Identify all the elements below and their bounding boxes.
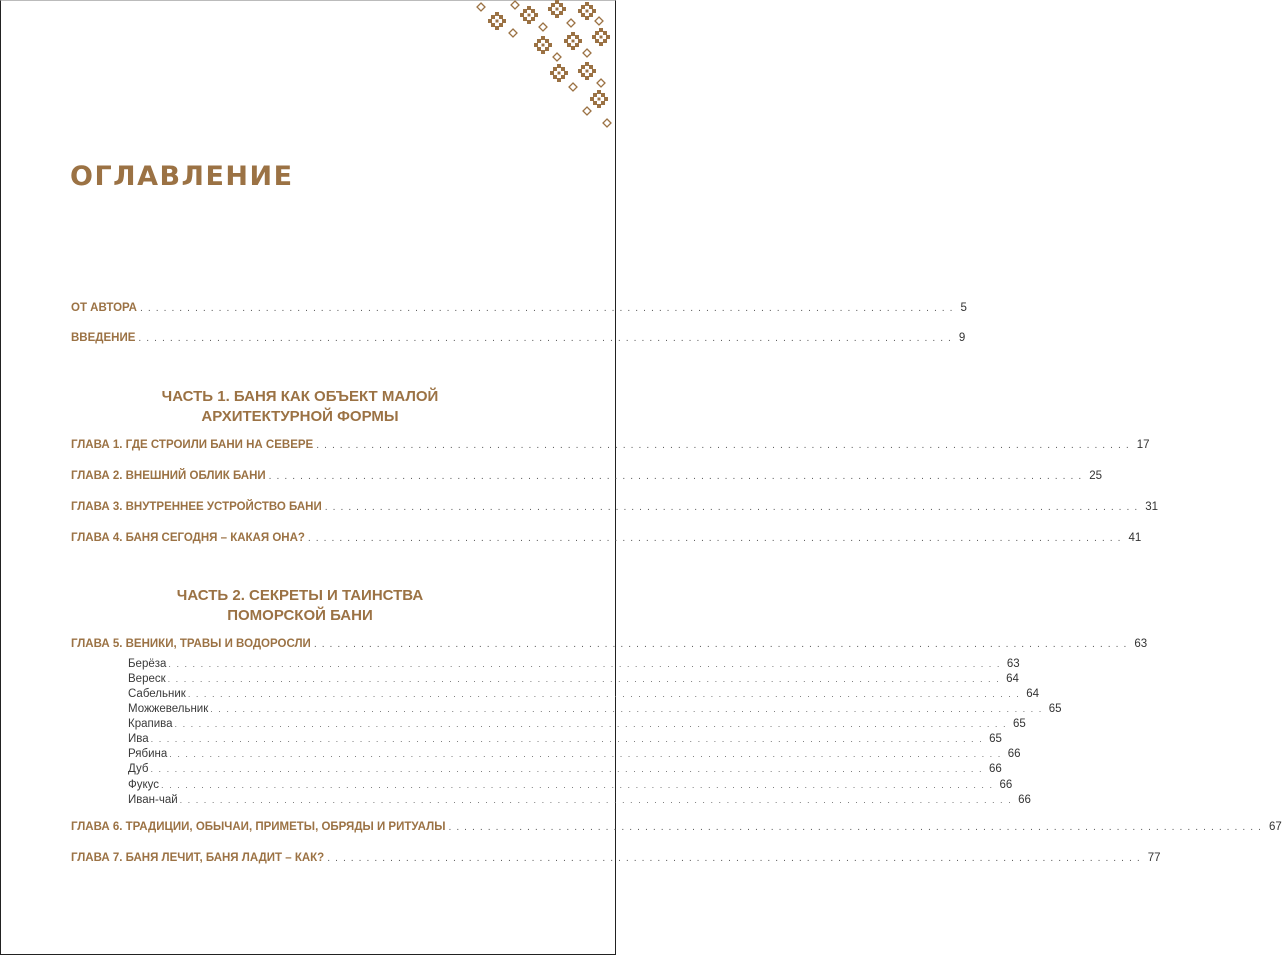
toc-label: ВВЕДЕНИЕ [71, 332, 136, 344]
toc-sublabel: Берёза [128, 658, 167, 670]
toc-page-number: 66 [1007, 748, 1021, 760]
part-heading-line: ЧАСТЬ 2. СЕКРЕТЫ И ТАИНСТВА [176, 587, 424, 604]
toc-page-number: 25 [1089, 470, 1102, 482]
dot-leader: ........................................................................................................ [316, 441, 1134, 451]
dot-leader: ........................................................................................................ [169, 750, 1006, 759]
toc-page-number: 77 [1147, 852, 1161, 864]
toc-page-number: 5 [960, 302, 967, 314]
toc-page-number: 17 [1136, 439, 1150, 451]
toc-subentry[interactable] [128, 733, 1002, 745]
toc-page-number: 63 [1134, 638, 1148, 650]
toc-sublabel: Вереск [128, 673, 166, 685]
toc-subentry[interactable] [128, 779, 1013, 791]
part-heading-line: ЧАСТЬ 1. БАНЯ КАК ОБЪЕКТ МАЛОЙ [161, 388, 439, 405]
toc-entry-introduction[interactable] [71, 332, 966, 344]
toc-entry-from-author[interactable] [71, 302, 967, 314]
toc-sublabel: Сабельник [128, 688, 186, 700]
dot-leader: ........................................................................................................ [179, 796, 1017, 805]
toc-label: ГЛАВА 1. ГДЕ СТРОИЛИ БАНИ НА СЕВЕРЕ [71, 439, 314, 451]
toc-sublabel: Иван-чай [128, 794, 178, 806]
part-1-heading [71, 387, 529, 427]
toc-entry-chapter-2[interactable] [71, 470, 1102, 482]
toc-subentry[interactable] [128, 794, 1031, 806]
dot-leader: ........................................................................................................ [327, 854, 1145, 864]
dot-leader: ........................................................................................................ [168, 660, 1005, 669]
dot-leader: ........................................................................................................ [174, 720, 1011, 729]
toc-entry-chapter-5[interactable] [71, 638, 1148, 650]
toc-subentry[interactable] [128, 748, 1021, 760]
toc-entry-chapter-6[interactable] [71, 821, 1282, 833]
toc-label: ГЛАВА 7. БАНЯ ЛЕЧИТ, БАНЯ ЛАДИТ – КАК? [71, 852, 325, 864]
toc-label: ГЛАВА 6. ТРАДИЦИИ, ОБЫЧАИ, ПРИМЕТЫ, ОБРЯДЫ И РИТУАЛЫ [71, 821, 446, 833]
toc-page-number: 63 [1006, 658, 1020, 670]
toc-page-number: 64 [1026, 688, 1040, 700]
dot-leader: ........................................................................................................ [210, 705, 1047, 714]
dot-leader: ........................................................................................................ [150, 765, 987, 774]
toc-entry-chapter-7[interactable] [71, 852, 1161, 864]
dot-leader: ........................................................................................................ [161, 781, 998, 790]
part-2-heading [71, 586, 529, 626]
toc-sublabel: Можжевельник [128, 703, 209, 715]
dot-leader: ........................................................................................................ [167, 675, 1005, 684]
toc-sublabel: Фукус [128, 779, 160, 791]
toc-subentry[interactable] [128, 703, 1062, 715]
toc-page-number: 9 [958, 332, 966, 344]
page-title: ОГЛАВЛЕНИЕ [70, 161, 294, 192]
toc-page-number: 65 [1013, 718, 1026, 730]
dot-leader: ........................................................................................................ [448, 823, 1266, 833]
part-heading-line: ПОМОРСКОЙ БАНИ [227, 607, 373, 624]
dot-leader: ........................................................................................................ [140, 304, 958, 314]
toc-label: ГЛАВА 5. ВЕНИКИ, ТРАВЫ И ВОДОРОСЛИ [71, 638, 311, 650]
toc-page-number: 65 [989, 733, 1002, 745]
dot-leader: ........................................................................................................ [268, 472, 1087, 482]
toc-page-number: 66 [999, 779, 1013, 791]
toc-subentry[interactable] [128, 688, 1040, 700]
part-heading-line: АРХИТЕКТУРНОЙ ФОРМЫ [201, 408, 399, 425]
toc-entry-chapter-1[interactable] [71, 439, 1150, 451]
embroidery-ornament-icon [475, 1, 615, 141]
toc-page-number: 65 [1048, 703, 1062, 715]
toc-label: ГЛАВА 3. ВНУТРЕННЕЕ УСТРОЙСТВО БАНИ [71, 501, 322, 513]
toc-page-number: 66 [1018, 794, 1031, 806]
dot-leader: ........................................................................................................ [307, 534, 1126, 544]
toc-page-number: 66 [988, 763, 1002, 775]
toc-label: ГЛАВА 4. БАНЯ СЕГОДНЯ – КАКАЯ ОНА? [71, 532, 305, 544]
toc-page-number: 64 [1006, 673, 1019, 685]
toc-page-number: 67 [1268, 821, 1282, 833]
dot-leader: ........................................................................................................ [313, 640, 1132, 650]
dot-leader: ........................................................................................................ [138, 334, 956, 344]
dot-leader: ........................................................................................................ [324, 503, 1143, 513]
toc-subentry[interactable] [128, 763, 1002, 775]
toc-label: ОТ АВТОРА [71, 302, 137, 314]
toc-sublabel: Дуб [128, 763, 149, 775]
toc-sublabel: Рябина [128, 748, 168, 760]
toc-sublabel: Ива [128, 733, 149, 745]
toc-subentry[interactable] [128, 718, 1026, 730]
toc-subentry[interactable] [128, 658, 1020, 670]
toc-subentry[interactable] [128, 673, 1019, 685]
dot-leader: ........................................................................................................ [187, 690, 1025, 699]
toc-entry-chapter-4[interactable] [71, 532, 1142, 544]
dot-leader: ........................................................................................................ [150, 735, 988, 744]
toc-label: ГЛАВА 2. ВНЕШНИЙ ОБЛИК БАНИ [71, 470, 266, 482]
toc-page-number: 41 [1128, 532, 1142, 544]
toc-entry-chapter-3[interactable] [71, 501, 1159, 513]
toc-sublabel: Крапива [128, 718, 173, 730]
toc-page-number: 31 [1145, 501, 1159, 513]
